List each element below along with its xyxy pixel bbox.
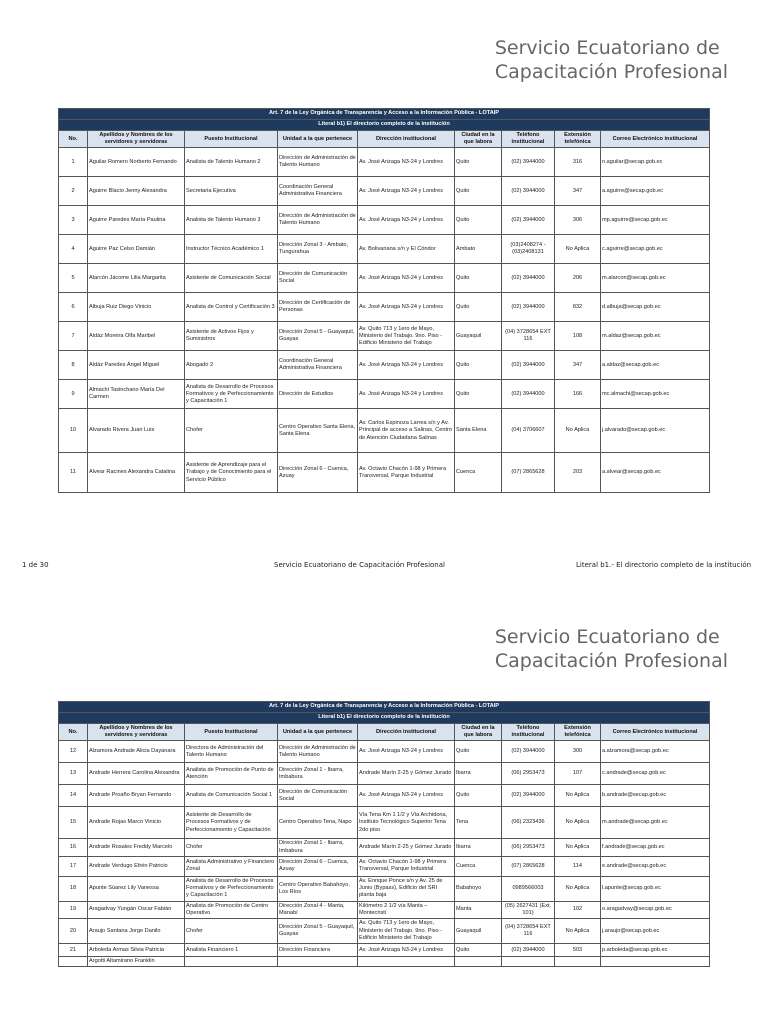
cell-city: Quito xyxy=(455,351,502,380)
cell-city: Quito xyxy=(455,741,502,763)
table-subtitle: Literal b1) El directorio completo de la institución xyxy=(59,120,710,131)
header-phone: Teléfono institucional xyxy=(502,724,555,741)
cell-phone: (02) 3944000 xyxy=(502,741,555,763)
table-row xyxy=(59,409,710,453)
cell-extension: No Aplica xyxy=(555,919,601,944)
table-title: Art. 7 de la Ley Orgánica de Transparencia y Acceso a la Información Pública - LOTAIP xyxy=(59,702,710,713)
table-row xyxy=(59,957,710,967)
header-extension: Extensión telefónica xyxy=(555,724,601,741)
cell-email: c.aguirre@secap.gob.ec xyxy=(601,235,710,264)
cell-phone: (07) 2865628 xyxy=(502,856,555,876)
cell-name: Alvear Racines Alexandra Catalina xyxy=(88,453,185,493)
header-email: Correo Electrónico institucional xyxy=(601,724,710,741)
cell-unit: Dirección Zonal 1 - Ibarra, Imbabura xyxy=(278,763,358,785)
cell-no: 8 xyxy=(59,351,88,380)
cell-position: Analista de Promoción de Punto de Atención xyxy=(185,763,278,785)
cell-extension: 102 xyxy=(555,901,601,918)
cell-city: Quito xyxy=(455,380,502,409)
cell-position: Abogado 2 xyxy=(185,351,278,380)
cell-email: j.araujo@secap.gob.ec xyxy=(601,919,710,944)
cell-email: d.albuja@secap.gob.ec xyxy=(601,293,710,322)
cell-name: Aguirre Paz Celso Damián xyxy=(88,235,185,264)
cell-no: 9 xyxy=(59,380,88,409)
cell-phone: (06) 2953473 xyxy=(502,763,555,785)
table-row xyxy=(59,453,710,493)
table-row xyxy=(59,293,710,322)
cell-name: Andrade Proaño Bryan Fernando xyxy=(88,785,185,807)
cell-city: Quito xyxy=(455,264,502,293)
cell-name: Alarcón Jácome Lilia Margarita xyxy=(88,264,185,293)
cell-extension: 300 xyxy=(555,741,601,763)
cell-name: Andrade Rosales Freddy Marcelo xyxy=(88,839,185,856)
cell-phone: (02) 3944000 xyxy=(502,944,555,957)
cell-position: Analista Administrativo y Financiero Zonal xyxy=(185,856,278,876)
cell-unit: Dirección de Comunicación Social xyxy=(278,264,358,293)
cell-position: Instructor Técnico Académico 1 xyxy=(185,235,278,264)
cell-phone: (05) 2627431 (Ext. 101) xyxy=(502,901,555,918)
cell-name: Albuja Ruiz Diego Vinicio xyxy=(88,293,185,322)
table-subtitle: Literal b1) El directorio completo de la institución xyxy=(59,713,710,724)
cell-address: Av. José Arizaga N3-24 y Londres xyxy=(358,177,455,206)
cell-position: Analista de Desarrollo de Procesos Formativos y de Perfeccionamiento y Capacitación 1 xyxy=(185,876,278,901)
cell-extension: 832 xyxy=(555,293,601,322)
cell-address: Av. José Arizaga N3-24 y Londres xyxy=(358,785,455,807)
cell-unit: Centro Operativo Santa Elena, Santa Elena xyxy=(278,409,358,453)
cell-address: Av. Quito 713 y 1ero de Mayo, Ministerio del Trabajo. 9no. Piso - Edificio Ministerio del Trabajo xyxy=(358,919,455,944)
cell-no: 18 xyxy=(59,876,88,901)
cell-name: Apunte Súarez Lily Vanessa xyxy=(88,876,185,901)
cell-phone: (02) 3944000 xyxy=(502,177,555,206)
cell-city: Quito xyxy=(455,785,502,807)
cell-extension: No Aplica xyxy=(555,785,601,807)
cell-name: Andrade Herrera Carolina Alexandra xyxy=(88,763,185,785)
cell-unit: Dirección Zonal 5 - Guayaquil, Guayas xyxy=(278,919,358,944)
cell-extension: 203 xyxy=(555,453,601,493)
cell-phone: (02) 3944000 xyxy=(502,206,555,235)
cell-position: Chofer xyxy=(185,409,278,453)
cell-email: mc.almachi@secap.gob.ec xyxy=(601,380,710,409)
header-phone: Teléfono institucional xyxy=(502,131,555,148)
cell-no: 2 xyxy=(59,177,88,206)
header-no: No. xyxy=(59,724,88,741)
cell-email: m.andrade@secap.gob.ec xyxy=(601,807,710,839)
cell-name: Arboleda Armas Silvia Patricia xyxy=(88,944,185,957)
header-address: Dirección institucional xyxy=(358,131,455,148)
cell-unit: Dirección Zonal 6 - Cuenca, Azuay xyxy=(278,453,358,493)
cell-name: Almachi Tasinchano María Del Carmen xyxy=(88,380,185,409)
cell-no: 6 xyxy=(59,293,88,322)
cell-no: 17 xyxy=(59,856,88,876)
cell-city: Ibarra xyxy=(455,839,502,856)
cell-phone: (02) 3944000 xyxy=(502,351,555,380)
cell-address: Av. Quito 713 y 1ero de Mayo, Ministerio del Trabajo. 9no. Piso - Edificio Ministerio del Trabajo xyxy=(358,322,455,351)
table-row xyxy=(59,177,710,206)
cell-email: m.aldaz@secap.gob.ec xyxy=(601,322,710,351)
column-headers xyxy=(59,131,710,148)
cell-email: f.andrade@secap.gob.ec xyxy=(601,839,710,856)
table-row xyxy=(59,919,710,944)
header-position: Puesto Institucional xyxy=(185,131,278,148)
table-row xyxy=(59,901,710,918)
cell-no: 5 xyxy=(59,264,88,293)
cell-city xyxy=(455,957,502,967)
cell-email: m.alarcon@secap.gob.ec xyxy=(601,264,710,293)
cell-city: Cuenca xyxy=(455,856,502,876)
cell-city: Quito xyxy=(455,206,502,235)
cell-name: Argotti Altamirano Franklin xyxy=(88,957,185,967)
cell-city: Manta xyxy=(455,901,502,918)
cell-unit: Dirección Zonal 6 - Cuenca, Azuay xyxy=(278,856,358,876)
cell-address: Av. José Arizaga N3-24 y Londres xyxy=(358,944,455,957)
cell-position: Analista de Talento Humano 3 xyxy=(185,206,278,235)
cell-no: 14 xyxy=(59,785,88,807)
cell-extension: 316 xyxy=(555,148,601,177)
cell-name: Alzamora Andrade Alicia Dayanara xyxy=(88,741,185,763)
table-row xyxy=(59,322,710,351)
header-address: Dirección institucional xyxy=(358,724,455,741)
cell-extension: 206 xyxy=(555,264,601,293)
organization-logo-text: Servicio Ecuatoriano de Capacitación Profesional xyxy=(494,37,728,83)
cell-position: Analista de Desarrollo de Procesos Formativos y de Perfeccionamiento y Capacitación 1 xyxy=(185,380,278,409)
table-row xyxy=(59,807,710,839)
cell-address: Av. José Arizaga N3-24 y Londres xyxy=(358,351,455,380)
cell-unit xyxy=(278,957,358,967)
cell-no: 15 xyxy=(59,807,88,839)
organization-logo-text: Servicio Ecuatoriano de Capacitación Profesional xyxy=(494,626,728,672)
cell-name: Aragadvay Yungán Oscar Fabián xyxy=(88,901,185,918)
cell-unit: Coordinación General Administrativa Financiera xyxy=(278,351,358,380)
table-row xyxy=(59,206,710,235)
cell-email xyxy=(601,957,710,967)
cell-extension: 306 xyxy=(555,206,601,235)
footer-organization: Servicio Ecuatoriano de Capacitación Profesional xyxy=(274,561,445,569)
cell-no: 19 xyxy=(59,901,88,918)
cell-no: 12 xyxy=(59,741,88,763)
cell-city: Quito xyxy=(455,177,502,206)
header-city: Ciudad en la que labora xyxy=(455,131,502,148)
table-row xyxy=(59,264,710,293)
cell-no: 10 xyxy=(59,409,88,453)
cell-position: Chofer xyxy=(185,919,278,944)
cell-email: j.alvarado@secap.gob.ec xyxy=(601,409,710,453)
cell-position: Asistente de Aprendizaje para el Trabajo y de Conocimiento para el Servicio Público xyxy=(185,453,278,493)
cell-city: Quito xyxy=(455,148,502,177)
cell-unit: Dirección de Administración de Talento Humano xyxy=(278,206,358,235)
cell-phone: (07) 2865628 xyxy=(502,453,555,493)
table-row xyxy=(59,763,710,785)
cell-unit: Dirección de Comunicación Social xyxy=(278,785,358,807)
cell-address: Av. Bolivariana s/n y El Cóndor xyxy=(358,235,455,264)
cell-phone: (02) 3944000 xyxy=(502,380,555,409)
table-row xyxy=(59,380,710,409)
cell-phone: (04) 3728654 EXT 116 xyxy=(502,322,555,351)
cell-phone: (02) 3944000 xyxy=(502,264,555,293)
cell-no: 7 xyxy=(59,322,88,351)
cell-address: Av. José Arizaga N3-24 y Londres xyxy=(358,741,455,763)
cell-no: 21 xyxy=(59,944,88,957)
cell-phone: (06) 2953473 xyxy=(502,839,555,856)
cell-no: 16 xyxy=(59,839,88,856)
cell-name: Alvarado Rivera Juan Luis xyxy=(88,409,185,453)
cell-city: Cuenca xyxy=(455,453,502,493)
directory-table xyxy=(58,701,710,967)
cell-position: Secretaria Ejecutiva xyxy=(185,177,278,206)
header-name: Apellidos y Nombres de los servidores y servidoras xyxy=(88,131,185,148)
cell-name: Aldáz Moreira Olfa Maribel xyxy=(88,322,185,351)
cell-address: Av. Octavio Chacón 1-98 y Primera Transversal, Parque Industrial xyxy=(358,856,455,876)
cell-extension: 166 xyxy=(555,380,601,409)
cell-unit: Coordinación General Administrativa Financiera xyxy=(278,177,358,206)
cell-unit: Dirección de Estudios xyxy=(278,380,358,409)
cell-position: Asistente de Comunicación Social xyxy=(185,264,278,293)
table-row xyxy=(59,856,710,876)
cell-email: a.aguirre@secap.gob.ec xyxy=(601,177,710,206)
cell-address: Av. José Arizaga N3-24 y Londres xyxy=(358,264,455,293)
cell-email: n.aguilar@secap.gob.ec xyxy=(601,148,710,177)
cell-no: 1 xyxy=(59,148,88,177)
cell-position: Analista de Talento Humano 2 xyxy=(185,148,278,177)
cell-no xyxy=(59,957,88,967)
cell-phone: (02) 3944000 xyxy=(502,293,555,322)
cell-no: 20 xyxy=(59,919,88,944)
cell-email: e.andrade@secap.gob.ec xyxy=(601,856,710,876)
cell-extension: 114 xyxy=(555,856,601,876)
cell-position xyxy=(185,957,278,967)
cell-address xyxy=(358,957,455,967)
cell-address: Kilómetro 2 1/2 vía Manta – Montecristi xyxy=(358,901,455,918)
cell-name: Aguirre Paredes María Paulina xyxy=(88,206,185,235)
header-email: Correo Electrónico institucional xyxy=(601,131,710,148)
table-row xyxy=(59,235,710,264)
cell-unit: Dirección de Administración de Talento Humano xyxy=(278,148,358,177)
header-unit: Unidad a la que pertenece xyxy=(278,131,358,148)
cell-name: Aldáz Paredes Ángel Miguel xyxy=(88,351,185,380)
cell-email: p.arboleda@secap.gob.ec xyxy=(601,944,710,957)
cell-extension: No Aplica xyxy=(555,807,601,839)
header-position: Puesto Institucional xyxy=(185,724,278,741)
cell-city: Ambato xyxy=(455,235,502,264)
cell-email: l.apunte@secap.gob.ec xyxy=(601,876,710,901)
cell-phone: (04) 3728654 EXT 116 xyxy=(502,919,555,944)
cell-address: Av. Enrique Ponce s/n y Av. 25 de Junio (Bypass), Edificio del SRI planta baja xyxy=(358,876,455,901)
table-row xyxy=(59,351,710,380)
cell-email: b.andrade@secap.gob.ec xyxy=(601,785,710,807)
directory-table xyxy=(58,108,710,493)
cell-city: Quito xyxy=(455,944,502,957)
cell-no: 11 xyxy=(59,453,88,493)
cell-phone: (04) 3706607 xyxy=(502,409,555,453)
table-row xyxy=(59,741,710,763)
cell-phone: 0989566003 xyxy=(502,876,555,901)
cell-name: Andrade Rojas Marco Vinicio xyxy=(88,807,185,839)
cell-phone: (02) 3944000 xyxy=(502,148,555,177)
cell-phone: (02) 3944000 xyxy=(502,785,555,807)
cell-extension: No Aplica xyxy=(555,235,601,264)
table-row xyxy=(59,839,710,856)
table-row xyxy=(59,944,710,957)
cell-phone: (03)2408274 - (03)2408131 xyxy=(502,235,555,264)
cell-extension xyxy=(555,957,601,967)
table-row xyxy=(59,876,710,901)
cell-unit: Dirección Financiera xyxy=(278,944,358,957)
cell-city: Guayaquil xyxy=(455,919,502,944)
cell-unit: Centro Operativo Tena, Napo xyxy=(278,807,358,839)
cell-position: Analista de Promoción de Centro Operativo xyxy=(185,901,278,918)
cell-email: a.alzamora@secap.gob.ec xyxy=(601,741,710,763)
cell-extension: No Aplica xyxy=(555,876,601,901)
cell-unit: Dirección Zonal 5 - Guayaquil, Guayas xyxy=(278,322,358,351)
header-extension: Extensión telefónica xyxy=(555,131,601,148)
cell-email: a.alvear@secap.gob.ec xyxy=(601,453,710,493)
table-title: Art. 7 de la Ley Orgánica de Transparencia y Acceso a la Información Pública - LOTAIP xyxy=(59,109,710,120)
cell-unit: Dirección de Administración de Talento Humano xyxy=(278,741,358,763)
cell-address: Av. Octavio Chacón 1-98 y Primera Transversal, Parque Industrial xyxy=(358,453,455,493)
cell-phone xyxy=(502,957,555,967)
cell-address: Av. José Arizaga N3-24 y Londres xyxy=(358,206,455,235)
cell-name: Aguirre Blacio Jenny Alexandra xyxy=(88,177,185,206)
column-headers xyxy=(59,724,710,741)
cell-position: Analista de Control y Certificación 3 xyxy=(185,293,278,322)
cell-extension: 347 xyxy=(555,177,601,206)
cell-extension: No Aplica xyxy=(555,839,601,856)
table-row xyxy=(59,148,710,177)
cell-city: Quito xyxy=(455,293,502,322)
cell-address: Av. José Arizaga N3-24 y Londres xyxy=(358,380,455,409)
page-2 xyxy=(0,595,768,1024)
cell-address: Av. José Arizaga N3-24 y Londres xyxy=(358,148,455,177)
header-no: No. xyxy=(59,131,88,148)
cell-city: Babahoyo xyxy=(455,876,502,901)
cell-position: Asistente de Desarrollo de Procesos Formativos y de Perfeccionamiento y Capacitación xyxy=(185,807,278,839)
cell-name: Aguilar Romero Norberto Fernando xyxy=(88,148,185,177)
cell-position: Chofer xyxy=(185,839,278,856)
cell-address: Andrade Marín 2-25 y Gómez Jurado xyxy=(358,763,455,785)
cell-no: 13 xyxy=(59,763,88,785)
cell-city: Ibarra xyxy=(455,763,502,785)
cell-no: 3 xyxy=(59,206,88,235)
cell-extension: 108 xyxy=(555,322,601,351)
cell-extension: 107 xyxy=(555,763,601,785)
cell-unit: Dirección Zonal 1 - Ibarra, Imbabura xyxy=(278,839,358,856)
cell-unit: Dirección Zonal 3 - Ambato, Tungurahua xyxy=(278,235,358,264)
cell-position: Analista de Comunicación Social 1 xyxy=(185,785,278,807)
cell-unit: Dirección de Certificación de Personas xyxy=(278,293,358,322)
cell-email: mp.aguirre@secap.gob.ec xyxy=(601,206,710,235)
cell-city: Tena xyxy=(455,807,502,839)
cell-address: Andrade Marín 2-25 y Gómez Jurado xyxy=(358,839,455,856)
cell-city: Santa Elena xyxy=(455,409,502,453)
cell-extension: 347 xyxy=(555,351,601,380)
cell-address: Vía Tena Km 1 1/2 y Vía Archidona, Instituto Tecnológico Superior Tena 2do piso xyxy=(358,807,455,839)
footer-section: Literal b1.- El directorio completo de la institución xyxy=(576,561,752,569)
cell-email: c.andrade@secap.gob.ec xyxy=(601,763,710,785)
cell-position: Asistente de Activos Fijos y Suministros xyxy=(185,322,278,351)
cell-extension: No Aplica xyxy=(555,409,601,453)
cell-unit: Centro Operativo Babahoyo, Los Ríos xyxy=(278,876,358,901)
cell-position: Directora de Administración del Talento Humano xyxy=(185,741,278,763)
cell-phone: (06) 2323436 xyxy=(502,807,555,839)
cell-address: Av. José Arizaga N3-24 y Londres xyxy=(358,293,455,322)
header-unit: Unidad a la que pertenece xyxy=(278,724,358,741)
cell-no: 4 xyxy=(59,235,88,264)
cell-name: Andrade Verdugo Efrén Patricio xyxy=(88,856,185,876)
cell-unit: Dirección Zonal 4 - Manta, Manabí xyxy=(278,901,358,918)
header-name: Apellidos y Nombres de los servidores y servidoras xyxy=(88,724,185,741)
cell-position: Analista Financiero 1 xyxy=(185,944,278,957)
cell-email: a.aldaz@secap.gob.ec xyxy=(601,351,710,380)
header-city: Ciudad en la que labora xyxy=(455,724,502,741)
table-row xyxy=(59,785,710,807)
cell-name: Araujo Santana Jorge Danilo xyxy=(88,919,185,944)
page-number: 1 de 30 xyxy=(22,561,49,569)
cell-email: o.aragadvay@secap.gob.ec xyxy=(601,901,710,918)
cell-extension: 503 xyxy=(555,944,601,957)
cell-address: Av. Carlos Espinoza Larrea s/n y Av. Principal de acceso a Salinas, Centro de Atención Ciudadana Salinas xyxy=(358,409,455,453)
cell-city: Guayaquil xyxy=(455,322,502,351)
